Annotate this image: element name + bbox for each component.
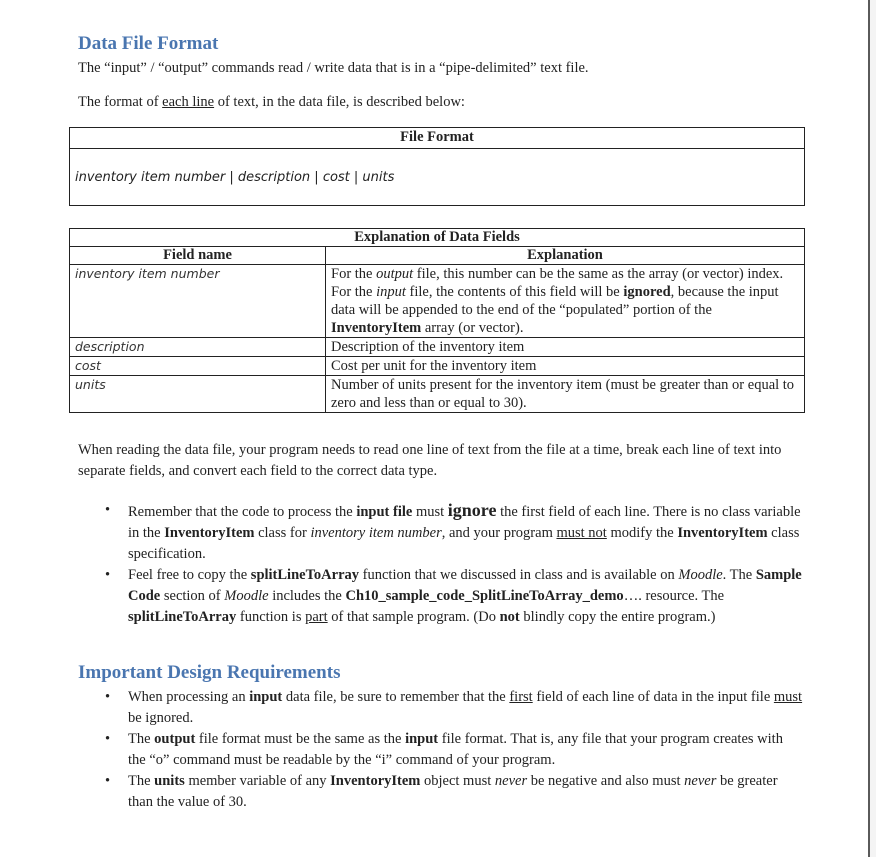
- field-name-cell: units: [70, 376, 326, 413]
- file-format-table: [69, 127, 805, 206]
- explanation-cell: Cost per unit for the inventory item: [326, 357, 805, 376]
- list-item: • Feel free to copy the splitLineToArray function that we discussed in class and is available on Moodle. The Sample Code section of Moodle includes the Ch10_sample_code_SplitLineToArray_demo…. resource. The splitLineToArray function is part of that sample program. (Do not blindly copy the entire program.): [105, 567, 802, 625]
- column-header-field-name: Field name: [70, 247, 326, 265]
- intro-paragraph: The “input” / “output” commands read / write data that is in a “pipe-delimited” text file.: [78, 60, 589, 76]
- field-name-cell: inventory item number: [70, 265, 326, 338]
- field-name-cell: description: [70, 338, 326, 357]
- column-header-explanation: Explanation: [326, 247, 805, 265]
- list-item: • The output file format must be the same as the input file format. That is, any file that your program creates with the “o” command must be readable by the “i” command of your program.: [105, 731, 783, 768]
- bullet-list-notes: [104, 500, 804, 628]
- bullet-list-requirements: [104, 687, 804, 813]
- table-row: [70, 338, 805, 357]
- bullet-icon: •: [105, 689, 111, 705]
- bullet-icon: •: [105, 502, 111, 518]
- list-item: • When processing an input data file, be sure to remember that the first field of each line of data in the input file must be ignored.: [105, 689, 803, 726]
- page-gutter: [870, 0, 876, 857]
- explanation-table: [69, 228, 805, 413]
- reading-paragraph: When reading the data file, your program needs to read one line of text from the file at a time, break each line of text into separate fields, and convert each field to the correct data type.: [78, 442, 782, 479]
- field-name-cell: cost: [70, 357, 326, 376]
- explanation-cell: For the output file, this number can be the same as the array (or vector) index. For the input file, the contents of this field will be ignored, because the input data will be appended to the end of the “populated” portion of the InventoryItem array (or vector).: [326, 265, 805, 338]
- file-format-header: File Format: [70, 128, 805, 149]
- bullet-icon: •: [105, 773, 111, 789]
- table-row: [70, 265, 805, 338]
- explanation-cell: Number of units present for the inventory item (must be greater than or equal to zero and less than or equal to 30).: [326, 376, 805, 413]
- bullet-icon: •: [105, 567, 111, 583]
- section-heading-data-file-format: Data File Format: [78, 33, 219, 54]
- bullet-icon: •: [105, 731, 111, 747]
- table-row: [70, 376, 805, 413]
- explanation-cell: Description of the inventory item: [326, 338, 805, 357]
- file-format-line: inventory item number | description | cost | units: [70, 149, 805, 206]
- list-item: • The units member variable of any InventoryItem object must never be negative and also must never be greater than the value of 30.: [105, 773, 778, 810]
- format-description-paragraph: The format of each line of text, in the data file, is described below:: [78, 94, 465, 110]
- list-item: • Remember that the code to process the input file must ignore the first field of each line. There is no class variable in the InventoryItem class for inventory item number, and your program must not modify the InventoryItem class specification.: [105, 500, 801, 562]
- explanation-table-title: Explanation of Data Fields: [70, 229, 805, 247]
- table-row: [70, 357, 805, 376]
- section-heading-design-requirements: Important Design Requirements: [78, 662, 341, 683]
